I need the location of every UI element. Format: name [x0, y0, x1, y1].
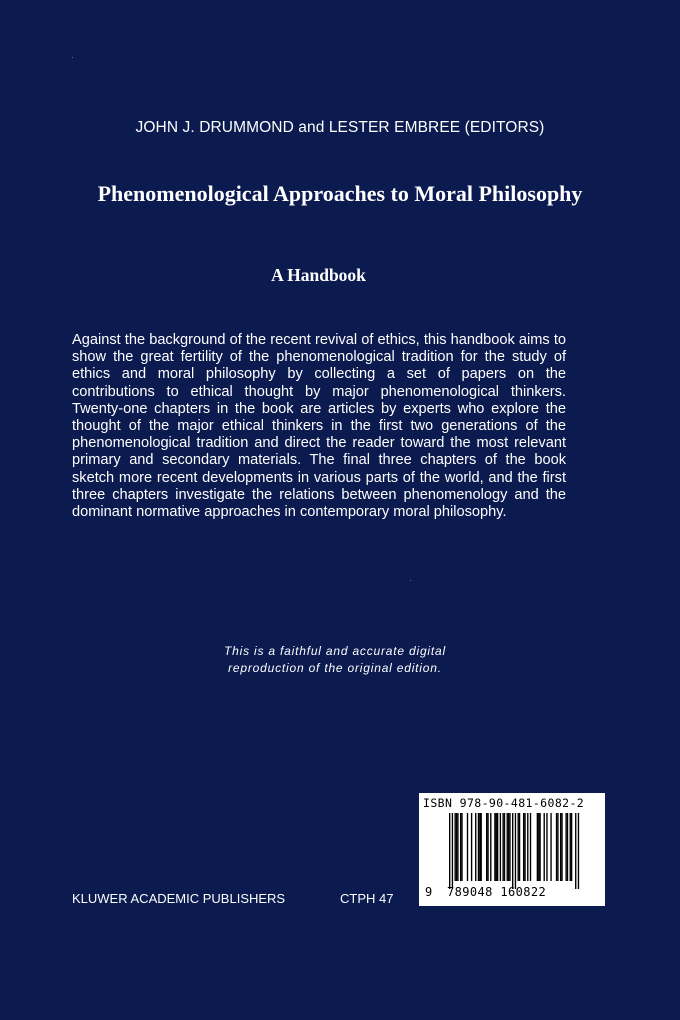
barcode-bar — [494, 813, 495, 881]
barcode-bar — [467, 813, 468, 881]
barcode-bar — [570, 813, 571, 881]
barcode-bar — [557, 813, 558, 881]
ean-digits: 789048 160822 — [447, 885, 547, 899]
reproduction-note — [150, 643, 520, 677]
publisher-name: KLUWER ACADEMIC PUBLISHERS — [72, 891, 286, 906]
barcode-bar — [523, 813, 524, 881]
barcode-bar — [518, 813, 519, 881]
barcode-bar — [471, 813, 472, 881]
barcode-bar — [490, 813, 491, 881]
barcode-bar — [550, 813, 551, 881]
barcode-bar — [575, 813, 576, 889]
barcode-bar — [507, 813, 508, 881]
barcode-bar — [487, 813, 488, 881]
barcode-bar — [502, 813, 503, 881]
barcode-bar — [481, 813, 482, 881]
book-subtitle: A Handbook — [271, 265, 366, 285]
isbn-label: ISBN 978-90-481-6082-2 — [423, 796, 585, 810]
barcode-bar — [524, 813, 525, 881]
barcode-bar — [478, 813, 479, 881]
barcode-bar — [519, 813, 520, 881]
barcode-bar — [449, 813, 450, 889]
isbn-barcode — [419, 793, 605, 906]
barcode-bar — [496, 813, 497, 881]
editors-line: JOHN J. DRUMMOND and LESTER EMBREE (EDITORS) — [135, 119, 545, 136]
barcode-bar — [515, 813, 516, 889]
barcode-bar — [567, 813, 568, 881]
barcode-bar — [454, 813, 455, 881]
barcode-bar — [537, 813, 538, 881]
barcode-bar — [456, 813, 457, 881]
barcode-bar — [538, 813, 539, 881]
barcode-bar — [452, 813, 453, 889]
barcode-bar — [479, 813, 480, 881]
barcode-bar — [512, 813, 513, 889]
barcode-bar — [457, 813, 458, 881]
print-speck — [72, 57, 73, 58]
barcode-bar — [546, 813, 547, 881]
barcode-bar — [460, 813, 461, 881]
book-title: Phenomenological Approaches to Moral Philosophy — [97, 181, 583, 206]
barcode-bar — [497, 813, 498, 881]
barcode-bar — [486, 813, 487, 881]
barcode-bar — [565, 813, 566, 881]
series-code: CTPH 47 — [340, 891, 394, 906]
barcode-bar — [530, 813, 531, 881]
barcode-bar — [561, 813, 562, 881]
barcode-bar — [504, 813, 505, 881]
barcode-bar — [527, 813, 528, 881]
barcode-bar — [544, 813, 545, 881]
barcode-bar — [461, 813, 462, 881]
barcode-bar — [509, 813, 510, 881]
print-speck — [410, 580, 411, 581]
barcode-bar — [539, 813, 540, 881]
barcode-bar — [560, 813, 561, 881]
barcode-bar — [475, 813, 476, 881]
ean-prefix-digit: 9 — [425, 885, 433, 899]
barcode-bar — [578, 813, 579, 889]
barcode-bar — [571, 813, 572, 881]
blurb-paragraph: Against the background of the recent revival of ethics, this handbook aims to show the great fertility of the phenomenological tradition for the study of ethics and moral philosophy by collecting a set of papers on the contributions to ethical thought by major phenomenological thinkers. Twenty-one chapters in the book are articles by experts who explore the thought of the major ethical thinkers in the first two generations of the phenomenological tradition and direct the reader toward the most relevant primary and secondary materials. The final three chapters of the book sketch more recent developments in various parts of the world, and the first three chapters investigate the relations between phenomenology and the dominant normative approaches in contemporary moral philosophy. — [72, 332, 566, 521]
barcode-bar — [508, 813, 509, 881]
barcode-bar — [556, 813, 557, 881]
reproduction-note-line: reproduction of the original edition. — [228, 661, 442, 675]
barcode-bar — [500, 813, 501, 881]
reproduction-note-line: This is a faithful and accurate digital — [224, 644, 446, 658]
